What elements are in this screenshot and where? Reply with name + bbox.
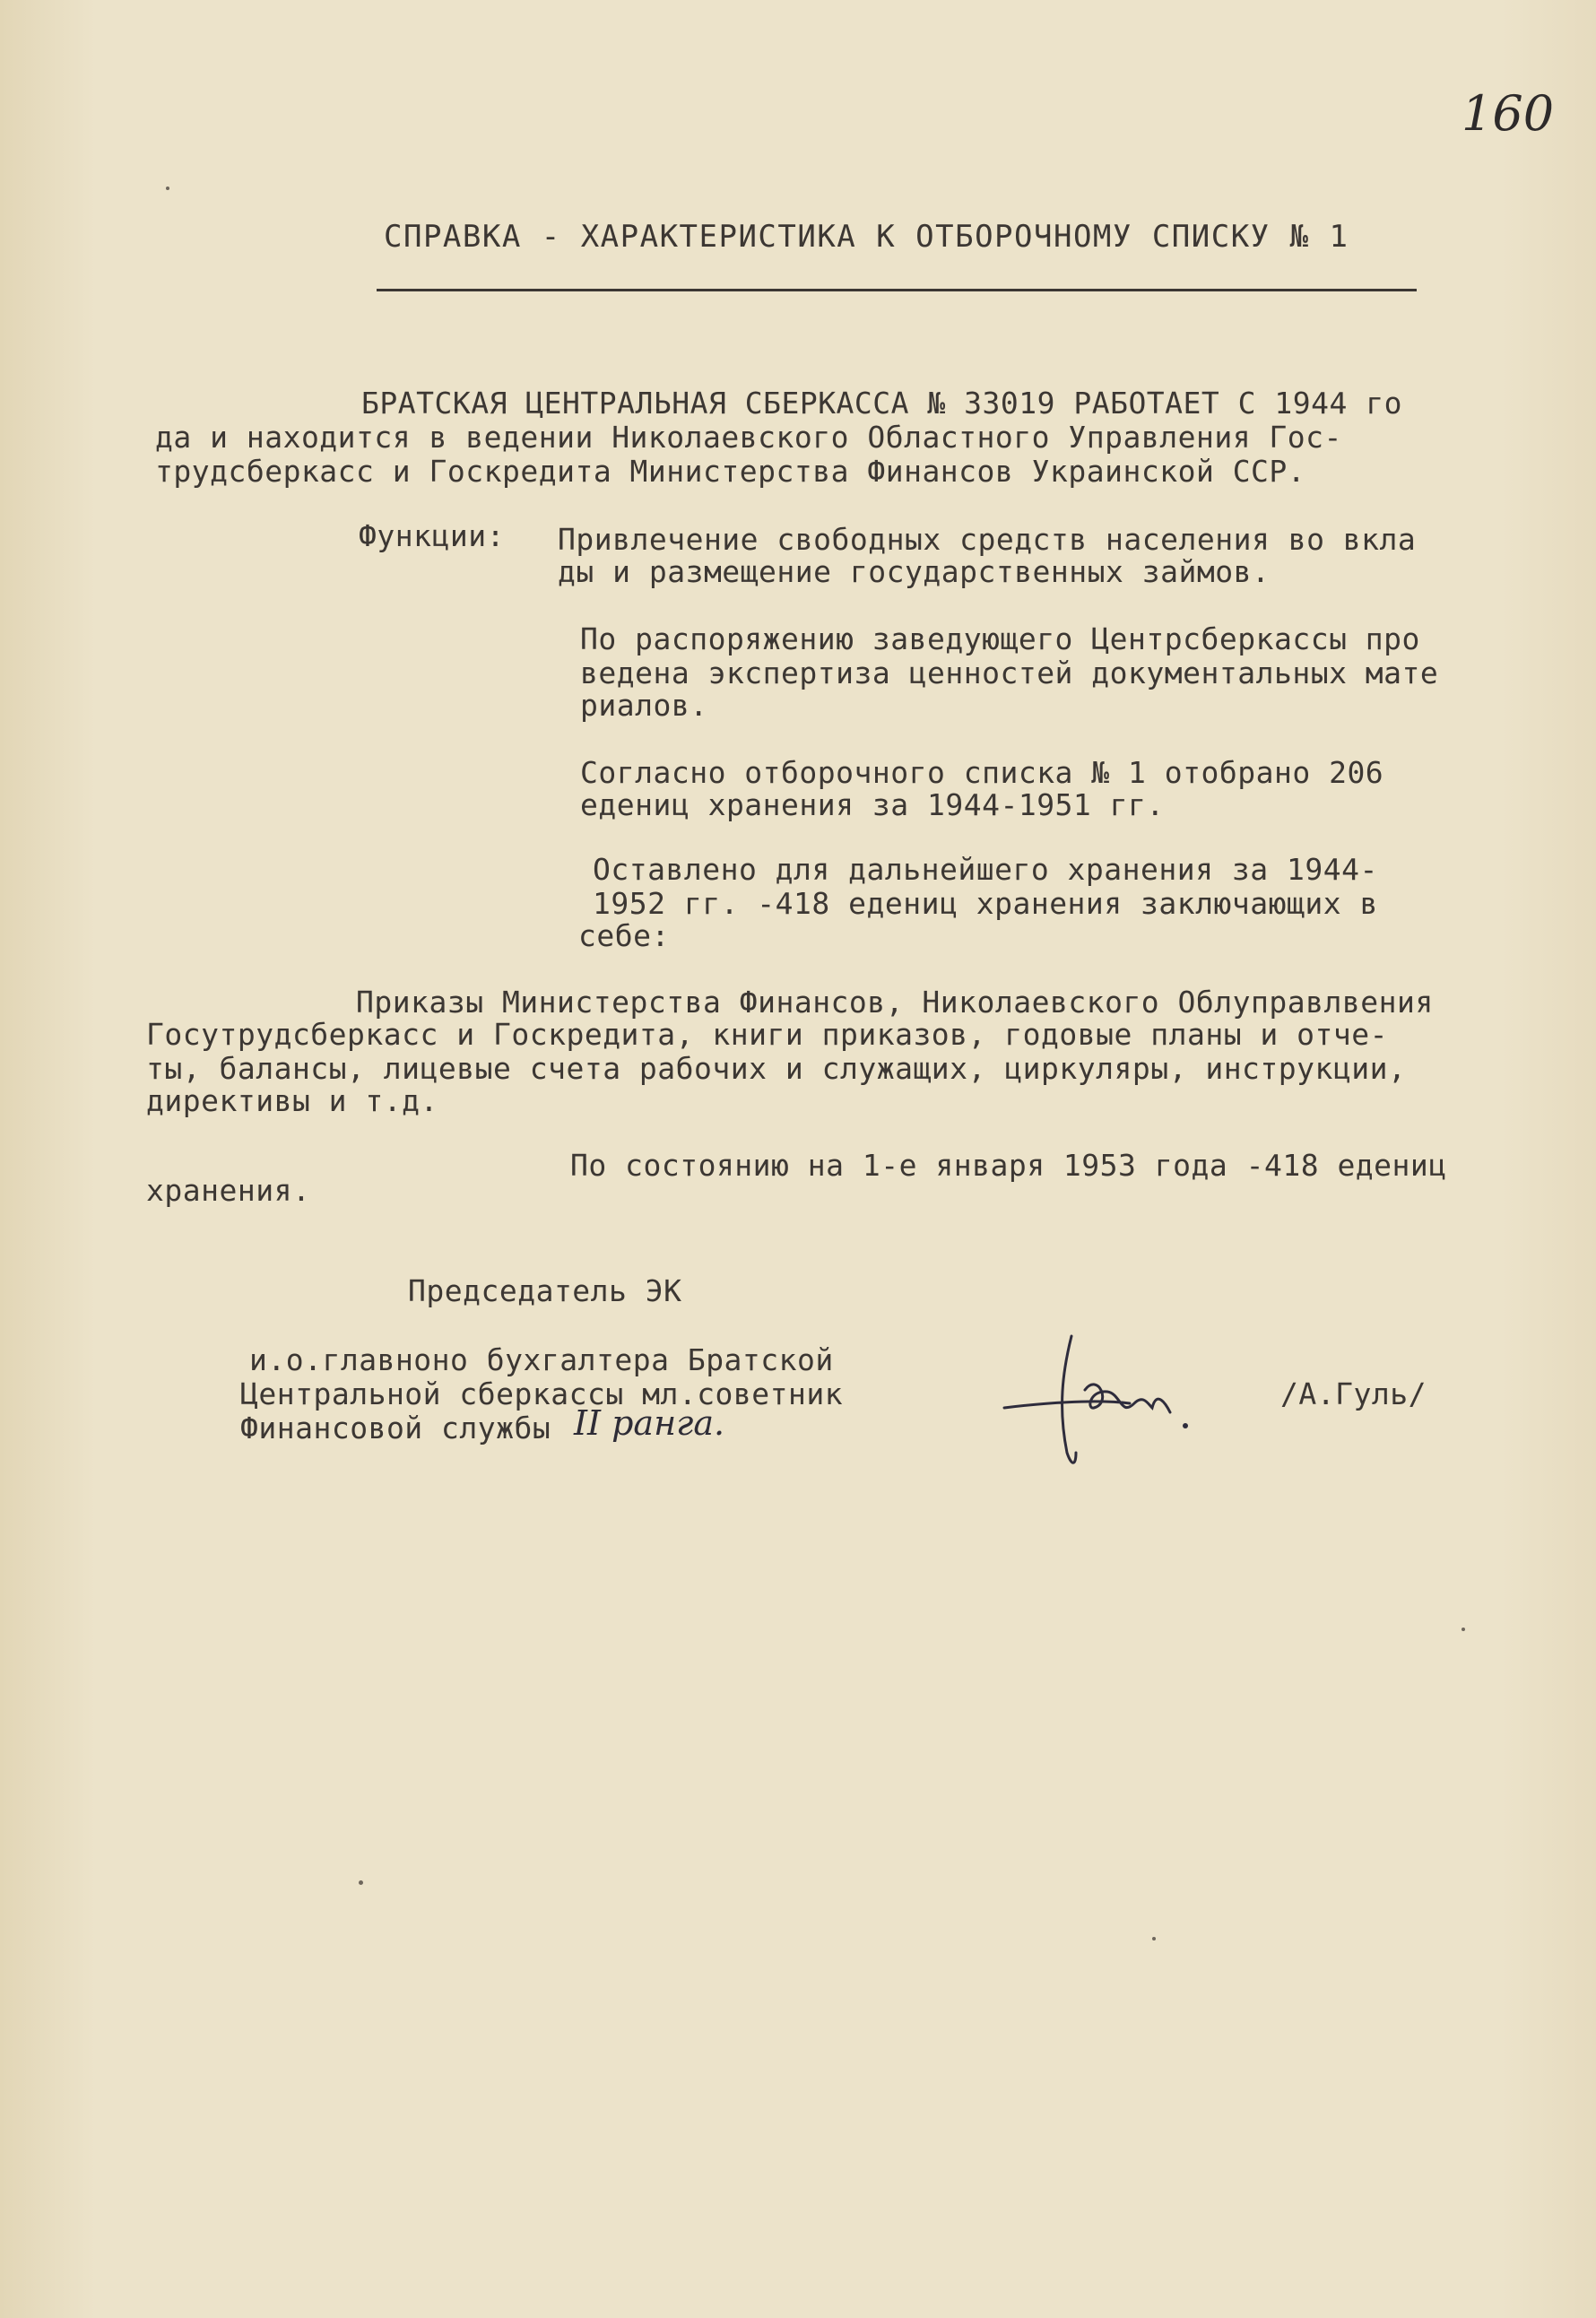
status-line: хранения. [146,1173,311,1208]
expertise-line: ведена экспертиза ценностей документальных мате [580,655,1439,690]
orders-line: ты, балансы, лицевые счета рабочих и служащих, циркуляры, инструкции, [146,1051,1407,1086]
kept-line: Оставлено для дальнейшего хранения за 1944- [593,852,1378,887]
paper-speck [359,1880,363,1885]
title-underline [377,289,1417,291]
expertise-line: По распоряжению заведующего Центрсберкассы про [580,621,1420,656]
signature-name: /А.Гуль/ [1280,1376,1427,1411]
paper-speck [1152,1937,1156,1940]
handwritten-signature [986,1318,1201,1480]
intro-line: БРАТСКАЯ ЦЕНТРАЛЬНАЯ СБЕРКАССА № 33019 РАБОТАЕТ С 1944 го [361,386,1402,421]
paper-speck [1462,1628,1465,1631]
intro-line: да и находится в ведении Николаевского Областного Управления Гос- [155,420,1342,455]
status-line: По состоянию на 1-е января 1953 года -418 едениц [570,1148,1447,1183]
paper-speck [166,187,169,190]
orders-line: директивы и т.д. [146,1083,438,1118]
orders-line: Приказы Министерства Финансов, Николаевского Облуправлвения [356,985,1434,1020]
signatory-line: Финансовой службы [240,1411,551,1445]
functions-line: Привлечение свободных средств населения во вкла [558,522,1417,557]
functions-line: ды и размещение государственных займов. [558,554,1271,589]
chairman-line: Председатель ЭК [408,1273,682,1308]
folio-number: 160 [1462,85,1555,142]
handwritten-rank: II ранга. [574,1403,725,1443]
selected-line: Согласно отборочного списка № 1 отобрано 206 [580,755,1384,790]
selected-line: едениц хранения за 1944-1951 гг. [580,787,1165,822]
functions-label: Функции: [359,518,505,553]
kept-line: себе: [578,918,670,953]
orders-line: Госутрудсберкасс и Госкредита, книги приказов, годовые планы и отче- [146,1017,1389,1052]
document-title: СПРАВКА - ХАРАКТЕРИСТИКА К ОТБОРОЧНОМУ СПИСКУ № 1 [384,219,1349,255]
kept-line: 1952 гг. -418 едениц хранения заключающих в [593,886,1378,921]
expertise-line: риалов. [580,688,708,723]
signatory-line: и.о.главноно бухгалтера Братской [249,1342,834,1377]
intro-line: трудсберкасс и Госкредита Министерства Финансов Украинской ССР. [155,454,1306,489]
signatory-line: Центральной сберкассы мл.советник [240,1376,844,1411]
